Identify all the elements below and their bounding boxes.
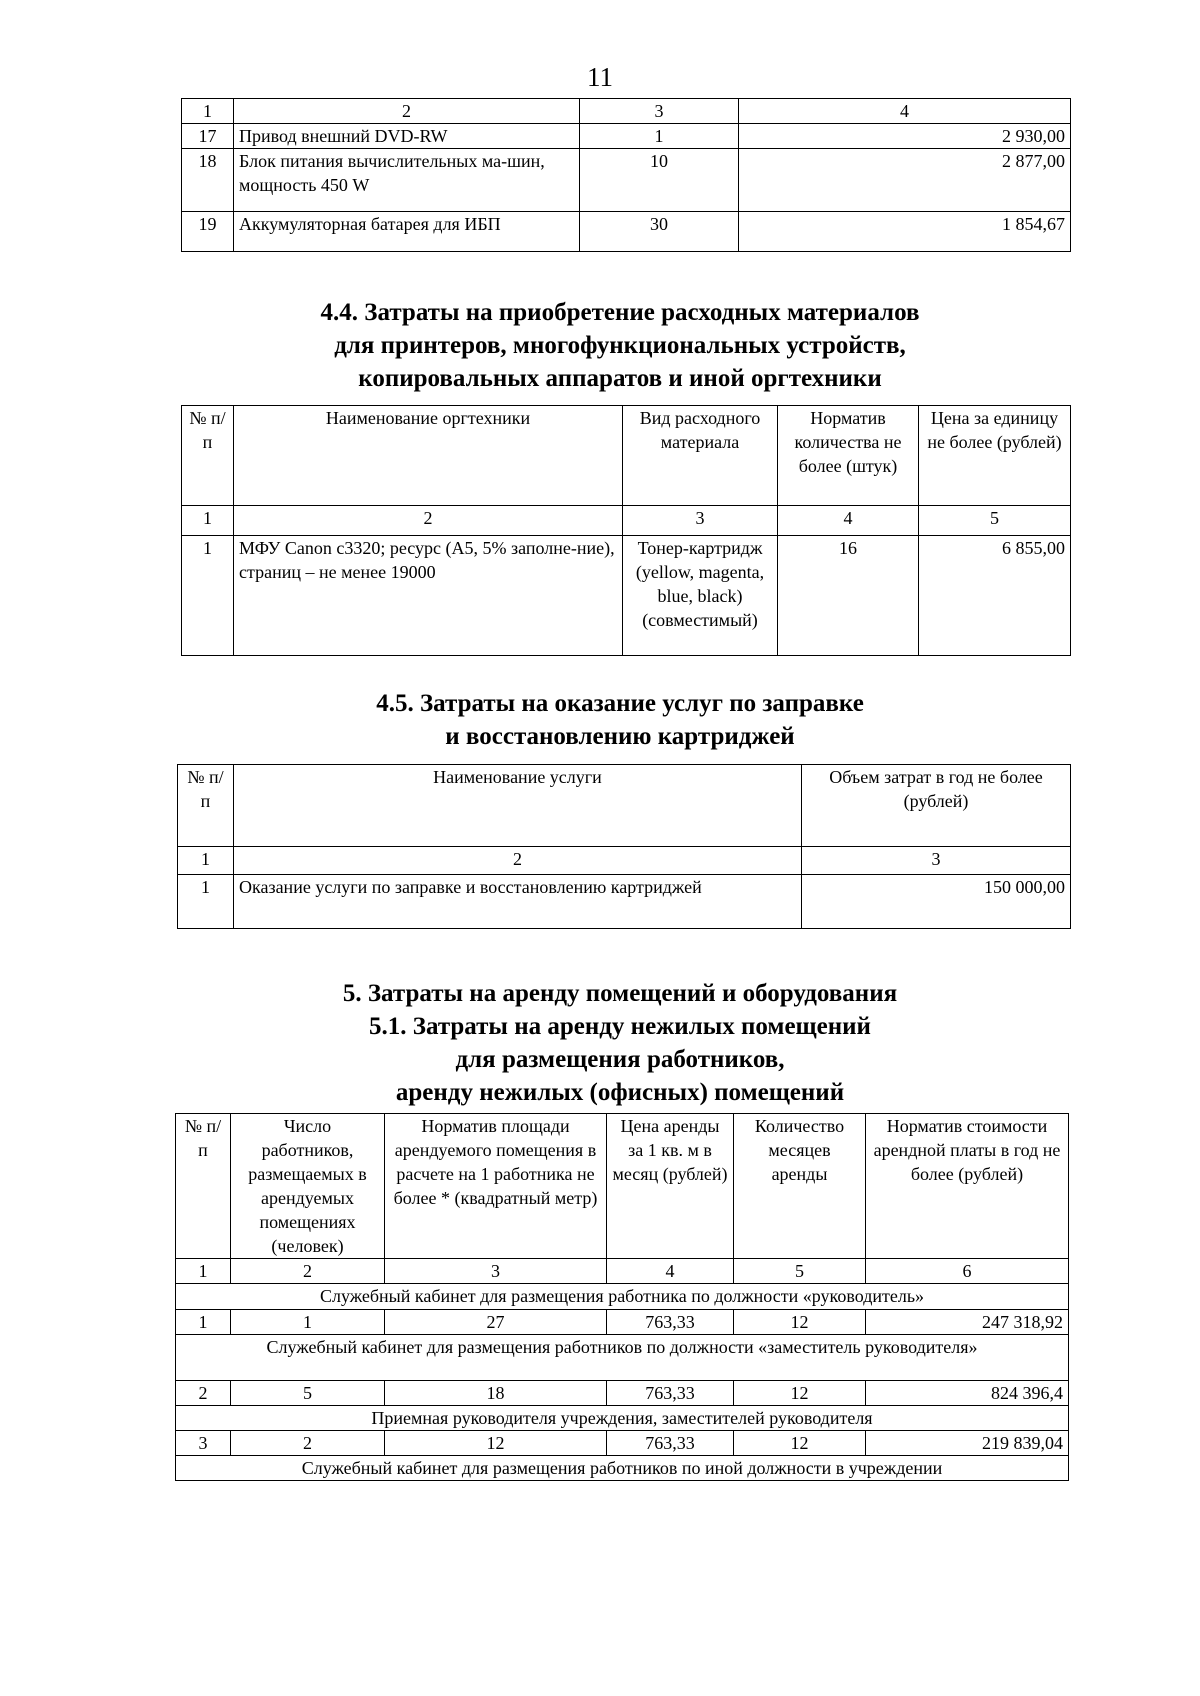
header-cell: Вид расходного материала (623, 406, 778, 506)
group-title-row (176, 1456, 1069, 1481)
table-row (182, 124, 1071, 149)
col-number: 4 (739, 99, 1071, 124)
header-cell: Норматив площади арендуемого помещения в расчете на 1 работника не более * (квадратный метр) (385, 1114, 607, 1259)
title-line: 4.4. Затраты на приобретение расходных материалов (320, 299, 920, 326)
col-number: 2 (231, 1259, 385, 1284)
rent-months: 12 (734, 1310, 866, 1335)
item-price: 2 930,00 (739, 124, 1071, 149)
table-row (182, 212, 1071, 252)
group-title-row (176, 1284, 1069, 1310)
header-cell: Норматив стоимости арендной платы в год не более (рублей) (866, 1114, 1069, 1259)
group-title-row (176, 1406, 1069, 1431)
column-numbers-row (182, 99, 1071, 124)
consumables-table (181, 405, 1071, 656)
title-line: для принтеров, многофункциональных устройств, (334, 332, 906, 359)
header-cell: Количество месяцев аренды (734, 1114, 866, 1259)
item-quantity: 30 (580, 212, 739, 252)
col-number: 5 (734, 1259, 866, 1284)
area-norm: 27 (385, 1310, 607, 1335)
col-number: 2 (234, 506, 623, 536)
title-line: копировальных аппаратов и иной оргтехники (358, 365, 882, 392)
material-type: Тонер-картридж (yellow, magenta, blue, black) (совместимый) (623, 536, 778, 656)
section-4-5-title (120, 687, 1120, 753)
title-line: аренду нежилых (офисных) помещений (395, 1079, 845, 1106)
header-cell: № п/п (178, 765, 234, 847)
rent-months: 12 (734, 1381, 866, 1406)
row-number: 18 (182, 149, 234, 212)
header-row (176, 1114, 1069, 1259)
page-number: 11 (587, 62, 613, 92)
title-line: 4.5. Затраты на оказание услуг по заправке (376, 690, 864, 717)
group-title: Служебный кабинет для размещения работников по иной должности в учреждении (176, 1456, 1069, 1481)
annual-rent: 824 396,4 (866, 1381, 1069, 1406)
equipment-name: МФУ Canon c3320; ресурс (А5, 5% заполне-ние), страниц – не менее 19000 (234, 536, 623, 656)
rent-price: 763,33 (607, 1310, 734, 1335)
rent-price: 763,33 (607, 1381, 734, 1406)
table-row (176, 1381, 1069, 1406)
col-number: 2 (234, 847, 802, 875)
col-number: 3 (623, 506, 778, 536)
item-price: 2 877,00 (739, 149, 1071, 212)
title-line: 5.1. Затраты на аренду нежилых помещений (369, 1013, 871, 1040)
annual-rent: 247 318,92 (866, 1310, 1069, 1335)
col-number: 1 (182, 99, 234, 124)
col-number: 3 (580, 99, 739, 124)
title-line: 5. Затраты на аренду помещений и оборудования (342, 980, 898, 1007)
section-5-title (120, 977, 1120, 1109)
col-number: 1 (176, 1259, 231, 1284)
col-number: 1 (178, 847, 234, 875)
header-cell: Объем затрат в год не более (рублей) (802, 765, 1071, 847)
row-number: 1 (178, 875, 234, 929)
col-number: 4 (778, 506, 919, 536)
title-line: и восстановлению картриджей (445, 723, 795, 750)
header-cell: № п/п (182, 406, 234, 506)
item-name: Блок питания вычислительных ма-шин, мощность 450 W (234, 149, 580, 212)
workers-count: 1 (231, 1310, 385, 1335)
continued-table (181, 98, 1071, 252)
service-name: Оказание услуги по заправке и восстановлению картриджей (234, 875, 802, 929)
row-number: 2 (176, 1381, 231, 1406)
header-cell: Наименование услуги (234, 765, 802, 847)
area-norm: 12 (385, 1431, 607, 1456)
row-number: 19 (182, 212, 234, 252)
column-numbers-row (182, 506, 1071, 536)
row-number: 17 (182, 124, 234, 149)
table-row (182, 536, 1071, 656)
row-number: 1 (176, 1310, 231, 1335)
annual-amount: 150 000,00 (802, 875, 1071, 929)
workers-count: 5 (231, 1381, 385, 1406)
rent-price: 763,33 (607, 1431, 734, 1456)
group-title: Служебный кабинет для размещения работников по должности «заместитель руководителя» (176, 1335, 1069, 1381)
header-row (178, 765, 1071, 847)
group-title: Служебный кабинет для размещения работника по должности «руководитель» (176, 1284, 1069, 1310)
column-numbers-row (176, 1259, 1069, 1284)
row-number: 1 (182, 536, 234, 656)
item-quantity: 10 (580, 149, 739, 212)
table-row (178, 875, 1071, 929)
item-quantity: 1 (580, 124, 739, 149)
section-4-4-title (120, 296, 1120, 395)
item-name: Аккумуляторная батарея для ИБП (234, 212, 580, 252)
rent-table (175, 1113, 1069, 1481)
header-row (182, 406, 1071, 506)
group-title-row (176, 1335, 1069, 1381)
column-numbers-row (178, 847, 1071, 875)
header-cell: Норматив количества не более (штук) (778, 406, 919, 506)
rent-months: 12 (734, 1431, 866, 1456)
col-number: 1 (182, 506, 234, 536)
row-number: 3 (176, 1431, 231, 1456)
header-cell: № п/п (176, 1114, 231, 1259)
col-number: 3 (802, 847, 1071, 875)
area-norm: 18 (385, 1381, 607, 1406)
quantity-norm: 16 (778, 536, 919, 656)
group-title: Приемная руководителя учреждения, заместителей руководителя (176, 1406, 1069, 1431)
title-line: для размещения работников, (455, 1046, 785, 1073)
table-row (176, 1310, 1069, 1335)
header-cell: Цена за единицу не более (рублей) (919, 406, 1071, 506)
cartridge-service-table (177, 764, 1071, 929)
workers-count: 2 (231, 1431, 385, 1456)
annual-rent: 219 839,04 (866, 1431, 1069, 1456)
col-number: 3 (385, 1259, 607, 1284)
table-row (176, 1431, 1069, 1456)
col-number: 4 (607, 1259, 734, 1284)
item-price: 1 854,67 (739, 212, 1071, 252)
col-number: 6 (866, 1259, 1069, 1284)
unit-price: 6 855,00 (919, 536, 1071, 656)
col-number: 2 (234, 99, 580, 124)
header-cell: Число работников, размещаемых в арендуемых помещениях (человек) (231, 1114, 385, 1259)
table-row (182, 149, 1071, 212)
header-cell: Цена аренды за 1 кв. м в месяц (рублей) (607, 1114, 734, 1259)
col-number: 5 (919, 506, 1071, 536)
header-cell: Наименование оргтехники (234, 406, 623, 506)
item-name: Привод внешний DVD-RW (234, 124, 580, 149)
